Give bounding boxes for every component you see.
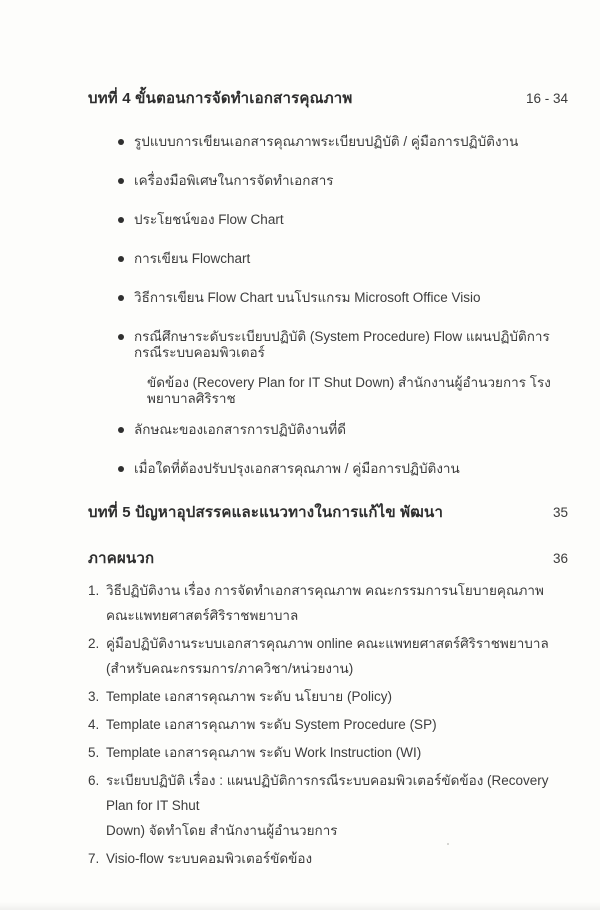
- bullet-dot-icon: [118, 217, 124, 223]
- chapter4-heading-row: [88, 86, 568, 110]
- item-text-line1: ระเบียบปฏิบัติ เรื่อง : แผนปฏิบัติการกรณีระบบคอมพิวเตอร์ขัดข้อง (Recovery Plan for IT Shut: [106, 773, 549, 813]
- item-text-line1: คู่มือปฏิบัติงานระบบเอกสารคุณภาพ online คณะแพทยศาสตร์ศิริราชพยาบาล: [106, 636, 549, 651]
- appendix-title: ภาคผนวก: [88, 550, 155, 567]
- bullet-text: เครื่องมือพิเศษในการจัดทำเอกสาร: [134, 173, 334, 188]
- item-number: 5.: [88, 745, 100, 760]
- toc-bullet-item: [118, 173, 568, 189]
- appendix-item-list: [88, 578, 568, 871]
- chapter4-page-range: 16 - 34: [525, 91, 568, 106]
- bullet-dot-icon: [118, 178, 124, 184]
- bullet-dot-icon: [118, 427, 124, 433]
- bullet-dot-icon: [118, 466, 124, 472]
- appendix-item: [88, 740, 568, 765]
- bullet-text-line2: ขัดข้อง (Recovery Plan for IT Shut Down) สำนักงานผู้อำนวยการ โรงพยาบาลศิริราช: [147, 375, 551, 406]
- bullet-dot-icon: [118, 334, 124, 340]
- chapter5-heading-row: [88, 500, 568, 524]
- item-text-line1: วิธีปฏิบัติงาน เรื่อง การจัดทำเอกสารคุณภาพ คณะกรรมการนโยบายคุณภาพ: [106, 583, 544, 598]
- bullet-text: ประโยชน์ของ Flow Chart: [134, 212, 284, 227]
- appendix-item: [88, 578, 568, 628]
- chapter4-bullet-list: [88, 134, 568, 477]
- item-number: 4.: [88, 717, 100, 732]
- item-text: Template เอกสารคุณภาพ ระดับ นโยบาย (Policy): [106, 689, 392, 704]
- item-number: 2.: [88, 636, 100, 651]
- toc-bullet-item: [118, 461, 568, 477]
- appendix-page-number: 36: [552, 551, 568, 566]
- item-number: 1.: [88, 583, 100, 598]
- bullet-dot-icon: [118, 295, 124, 301]
- toc-bullet-item: [118, 422, 568, 438]
- bullet-dot-icon: [118, 256, 124, 262]
- item-text: Template เอกสารคุณภาพ ระดับ System Procedure (SP): [106, 717, 437, 732]
- scan-speck: [447, 843, 449, 845]
- appendix-item: [88, 846, 568, 871]
- bullet-text: รูปแบบการเขียนเอกสารคุณภาพระเบียบปฏิบัติ / คู่มือการปฏิบัติงาน: [134, 134, 519, 149]
- bullet-text-line1: กรณีศึกษาระดับระเบียบปฏิบัติ (System Procedure) Flow แผนปฏิบัติการกรณีระบบคอมพิวเตอร์: [134, 329, 550, 360]
- toc-bullet-item: [118, 329, 568, 407]
- appendix-item: [88, 631, 568, 681]
- chapter4-title: บทที่ 4 ขั้นตอนการจัดทำเอกสารคุณภาพ: [88, 90, 353, 107]
- item-text-line2: คณะแพทยศาสตร์ศิริราชพยาบาล: [106, 608, 299, 623]
- toc-bullet-item: [118, 212, 568, 228]
- bullet-text: วิธีการเขียน Flow Chart บนโปรแกรม Microsoft Office Visio: [134, 290, 481, 305]
- toc-bullet-item: [118, 290, 568, 306]
- appendix-item: [88, 712, 568, 737]
- item-text-line2: (สำหรับคณะกรรมการ/ภาควิชา/หน่วยงาน): [106, 661, 354, 676]
- chapter5-title: บทที่ 5 ปัญหาอุปสรรคและแนวทางในการแก้ไข พัฒนา: [88, 504, 444, 521]
- bullet-text: เมื่อใดที่ต้องปรับปรุงเอกสารคุณภาพ / คู่มือการปฏิบัติงาน: [134, 461, 460, 476]
- item-number: 7.: [88, 851, 100, 866]
- appendix-item: [88, 684, 568, 709]
- toc-bullet-item: [118, 251, 568, 267]
- item-text: Visio-flow ระบบคอมพิวเตอร์ขัดข้อง: [106, 851, 313, 866]
- appendix-heading-row: [88, 546, 568, 570]
- item-text: Template เอกสารคุณภาพ ระดับ Work Instruction (WI): [106, 745, 422, 760]
- item-number: 3.: [88, 689, 100, 704]
- appendix-item: [88, 768, 568, 843]
- bullet-dot-icon: [118, 139, 124, 145]
- toc-bullet-item: [118, 134, 568, 150]
- item-text-line2: Down) จัดทำโดย สำนักงานผู้อำนวยการ: [106, 823, 338, 838]
- bullet-text: ลักษณะของเอกสารการปฏิบัติงานที่ดี: [134, 422, 347, 437]
- chapter5-page-number: 35: [552, 505, 568, 520]
- item-number: 6.: [88, 773, 100, 788]
- bullet-text: การเขียน Flowchart: [134, 251, 251, 266]
